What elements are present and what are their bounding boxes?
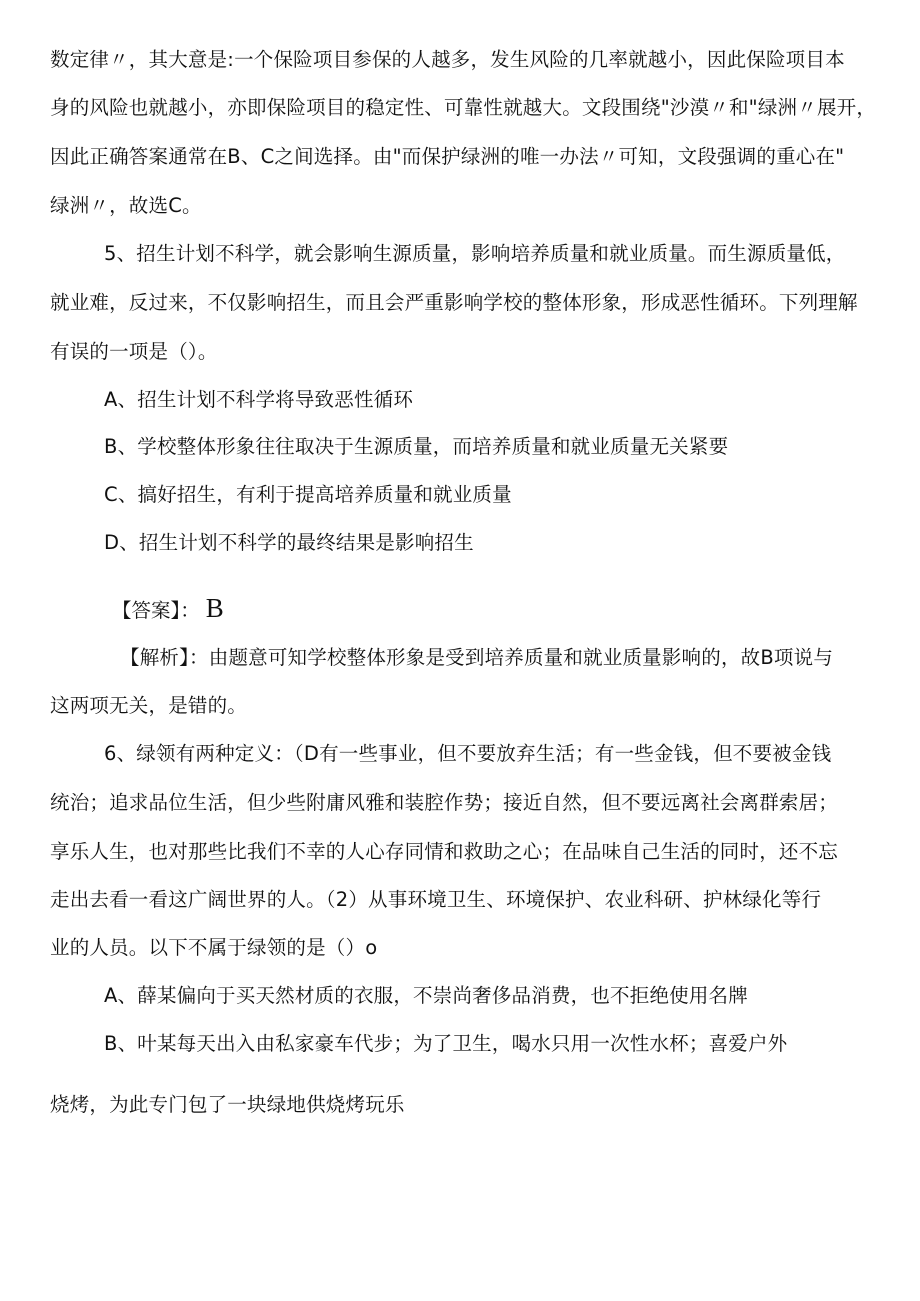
q6-option-a: A、薛某偏向于买天然材质的衣服，不崇尚奢侈品消费，也不拒绝使用名牌 <box>104 984 748 1007</box>
explanation-line-2: 身的风险也就越小，亦即保险项目的稳定性、可靠性就越大。文段围绕"沙漠〃和"绿洲〃展开， <box>50 96 877 119</box>
q5-stem-line-3: 有误的一项是（）。 <box>50 340 218 363</box>
q5-analysis-line-1: 【解析】：由题意可知学校整体形象是受到培养质量和就业质量影响的，故B项说与 <box>120 646 834 669</box>
explanation-line-1: 数定律〃，其大意是:一个保险项目参保的人越多，发生风险的几率就越小，因此保险项目本 <box>50 48 845 71</box>
q6-stem-line-5: 业的人员。以下不属于绿领的是（）o <box>50 936 378 959</box>
q5-option-b: B、学校整体形象往往取决于生源质量，而培养质量和就业质量无关紧要 <box>104 435 729 458</box>
q6-option-b-continued: 烧烤，为此专门包了一块绿地供烧烤玩乐 <box>50 1093 405 1116</box>
q5-analysis-line-2: 这两项无关，是错的。 <box>50 694 248 717</box>
explanation-line-4: 绿洲〃，故选C。 <box>50 194 202 217</box>
q5-answer <box>112 594 224 625</box>
q6-stem-line-3: 享乐人生，也对那些比我们不幸的人心存同情和救助之心；在品味自己生活的同时，还不忘 <box>50 840 839 863</box>
q6-stem-line-2: 统治；追求品位生活，但少些附庸风雅和装腔作势；接近自然，但不要远离社会离群索居； <box>50 791 839 814</box>
q5-option-a: A、招生计划不科学将导致恶性循环 <box>104 388 414 411</box>
q6-stem-line-4: 走出去看一看这广阔世界的人。（2）从事环境卫生、环境保护、农业科研、护林绿化等行 <box>50 888 822 911</box>
q5-stem-line-1: 5、招生计划不科学，就会影响生源质量，影响培养质量和就业质量。而生源质量低， <box>104 242 846 265</box>
q5-option-d: D、招生计划不科学的最终结果是影响招生 <box>104 531 474 554</box>
q6-stem-line-1: 6、绿领有两种定义：（D有一些事业，但不要放弃生活；有一些金钱，但不要被金钱 <box>104 742 832 765</box>
q5-answer-value: B <box>205 593 224 623</box>
explanation-line-3: 因此正确答案通常在B、C之间选择。由"而保护绿洲的唯一办法〃可知，文段强调的重心在" <box>50 145 845 168</box>
q5-stem-line-2: 就业难，反过来，不仅影响招生，而且会严重影响学校的整体形象，形成恶性循环。下列理解 <box>50 291 858 314</box>
q5-answer-label: 【答案】： <box>112 599 200 622</box>
q5-option-c: C、搞好招生，有利于提高培养质量和就业质量 <box>104 483 512 506</box>
q6-option-b: B、叶某每天出入由私家豪车代步；为了卫生，喝水只用一次性水杯；喜爱户外 <box>104 1032 788 1055</box>
